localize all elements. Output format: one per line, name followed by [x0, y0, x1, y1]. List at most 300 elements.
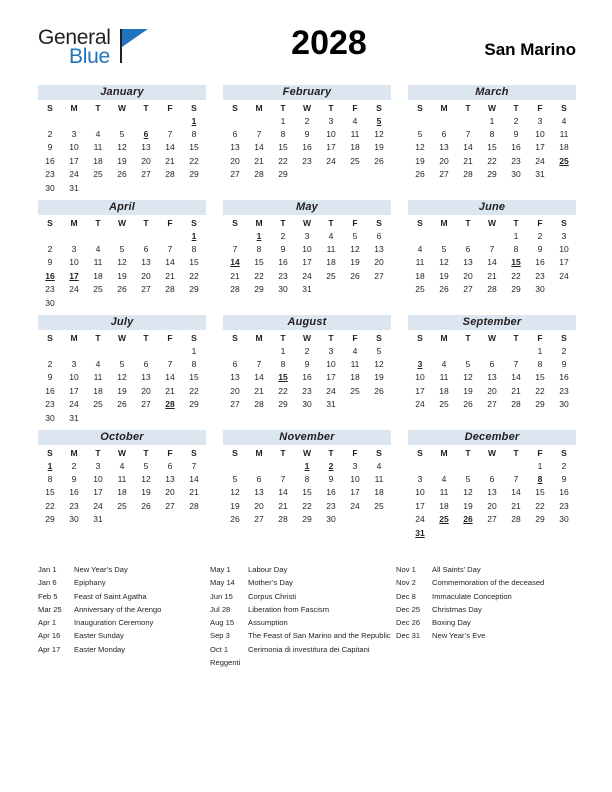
day-cell[interactable]: 30 — [326, 514, 336, 525]
day-cell[interactable]: 30 — [535, 284, 545, 295]
day-cell[interactable]: 19 — [141, 487, 151, 498]
day-cell[interactable]: 24 — [415, 514, 425, 525]
day-cell[interactable]: 26 — [230, 514, 240, 525]
day-cell[interactable]: 2 — [537, 230, 543, 241]
day-cell[interactable]: 17 — [69, 155, 79, 166]
day-cell[interactable]: 30 — [302, 399, 312, 410]
day-cell[interactable]: 18 — [350, 142, 360, 153]
day-cell[interactable]: 26 — [117, 399, 127, 410]
day-cell[interactable]: 30 — [559, 514, 569, 525]
day-cell[interactable]: 24 — [302, 270, 312, 281]
day-cell[interactable]: 20 — [141, 155, 151, 166]
day-cell[interactable]: 14 — [487, 257, 497, 268]
day-cell[interactable]: 6 — [376, 230, 382, 241]
day-cell[interactable]: 23 — [535, 270, 545, 281]
day-cell[interactable]: 10 — [69, 257, 79, 268]
day-cell[interactable]: 15 — [535, 487, 545, 498]
day-cell[interactable]: 22 — [278, 385, 288, 396]
day-cell[interactable]: 24 — [559, 270, 569, 281]
day-cell[interactable]: 16 — [302, 372, 312, 383]
day-cell[interactable]: 17 — [415, 500, 425, 511]
day-cell[interactable]: 5 — [232, 474, 238, 485]
day-cell[interactable]: 10 — [93, 474, 103, 485]
day-cell[interactable]: 25 — [326, 270, 336, 281]
day-cell[interactable]: 19 — [374, 142, 384, 153]
day-cell[interactable]: 19 — [439, 270, 449, 281]
day-cell[interactable]: 14 — [511, 487, 521, 498]
day-cell[interactable]: 11 — [326, 244, 336, 255]
day-cell[interactable]: 15 — [189, 257, 199, 268]
day-cell[interactable]: 5 — [465, 474, 471, 485]
day-cell[interactable]: 17 — [326, 372, 336, 383]
day-cell[interactable]: 7 — [232, 244, 238, 255]
day-cell[interactable]: 27 — [165, 500, 175, 511]
day-cell[interactable]: 23 — [302, 385, 312, 396]
day-cell[interactable]: 8 — [280, 359, 286, 370]
day-cell[interactable]: 16 — [45, 155, 55, 166]
day-cell-holiday[interactable]: 1 — [256, 230, 262, 241]
day-cell[interactable]: 12 — [463, 487, 473, 498]
day-cell[interactable]: 10 — [559, 244, 569, 255]
day-cell[interactable]: 29 — [254, 284, 264, 295]
day-cell[interactable]: 30 — [69, 514, 79, 525]
day-cell[interactable]: 30 — [45, 182, 55, 193]
day-cell[interactable]: 23 — [326, 500, 336, 511]
day-cell-holiday[interactable]: 28 — [165, 399, 175, 410]
day-cell[interactable]: 24 — [69, 169, 79, 180]
day-cell[interactable]: 16 — [302, 142, 312, 153]
day-cell[interactable]: 21 — [463, 155, 473, 166]
day-cell[interactable]: 15 — [45, 487, 55, 498]
day-cell[interactable]: 21 — [165, 155, 175, 166]
day-cell[interactable]: 19 — [415, 155, 425, 166]
day-cell[interactable]: 8 — [256, 244, 262, 255]
day-cell[interactable]: 22 — [302, 500, 312, 511]
day-cell[interactable]: 5 — [441, 244, 447, 255]
day-cell[interactable]: 7 — [167, 359, 173, 370]
day-cell[interactable]: 21 — [230, 270, 240, 281]
day-cell[interactable]: 8 — [304, 474, 310, 485]
day-cell[interactable]: 17 — [93, 487, 103, 498]
day-cell[interactable]: 13 — [439, 142, 449, 153]
day-cell[interactable]: 6 — [489, 474, 495, 485]
day-cell[interactable]: 26 — [415, 169, 425, 180]
day-cell[interactable]: 21 — [511, 385, 521, 396]
day-cell[interactable]: 30 — [45, 412, 55, 423]
day-cell[interactable]: 4 — [352, 345, 358, 356]
day-cell-holiday[interactable]: 3 — [417, 359, 423, 370]
day-cell[interactable]: 19 — [230, 500, 240, 511]
day-cell[interactable]: 22 — [535, 500, 545, 511]
day-cell[interactable]: 12 — [230, 487, 240, 498]
day-cell[interactable]: 27 — [374, 270, 384, 281]
day-cell[interactable]: 17 — [69, 385, 79, 396]
day-cell[interactable]: 2 — [47, 359, 53, 370]
day-cell[interactable]: 7 — [167, 244, 173, 255]
day-cell[interactable]: 16 — [69, 487, 79, 498]
day-cell[interactable]: 25 — [93, 284, 103, 295]
day-cell[interactable]: 29 — [189, 284, 199, 295]
day-cell[interactable]: 30 — [559, 399, 569, 410]
day-cell[interactable]: 11 — [93, 257, 103, 268]
day-cell[interactable]: 2 — [71, 460, 77, 471]
day-cell[interactable]: 15 — [278, 142, 288, 153]
day-cell[interactable]: 31 — [93, 514, 103, 525]
day-cell[interactable]: 12 — [350, 244, 360, 255]
day-cell[interactable]: 15 — [487, 142, 497, 153]
day-cell-holiday[interactable]: 31 — [415, 527, 425, 538]
day-cell[interactable]: 14 — [254, 142, 264, 153]
day-cell[interactable]: 14 — [165, 257, 175, 268]
day-cell[interactable]: 18 — [326, 257, 336, 268]
day-cell[interactable]: 4 — [441, 474, 447, 485]
day-cell[interactable]: 21 — [189, 487, 199, 498]
day-cell[interactable]: 25 — [350, 155, 360, 166]
day-cell[interactable]: 9 — [328, 474, 334, 485]
day-cell[interactable]: 25 — [374, 500, 384, 511]
day-cell[interactable]: 18 — [350, 372, 360, 383]
day-cell[interactable]: 13 — [487, 372, 497, 383]
day-cell[interactable]: 9 — [537, 244, 543, 255]
day-cell[interactable]: 2 — [280, 230, 286, 241]
day-cell[interactable]: 23 — [559, 385, 569, 396]
day-cell[interactable]: 24 — [535, 155, 545, 166]
day-cell[interactable]: 1 — [191, 345, 197, 356]
day-cell[interactable]: 27 — [463, 284, 473, 295]
day-cell[interactable]: 17 — [559, 257, 569, 268]
day-cell[interactable]: 27 — [487, 399, 497, 410]
day-cell-holiday[interactable]: 15 — [511, 257, 521, 268]
day-cell[interactable]: 20 — [141, 385, 151, 396]
day-cell-holiday[interactable]: 26 — [463, 514, 473, 525]
day-cell[interactable]: 28 — [254, 169, 264, 180]
day-cell[interactable]: 24 — [69, 284, 79, 295]
day-cell[interactable]: 23 — [45, 284, 55, 295]
day-cell[interactable]: 22 — [45, 500, 55, 511]
day-cell[interactable]: 6 — [256, 474, 262, 485]
day-cell[interactable]: 5 — [417, 129, 423, 140]
day-cell[interactable]: 4 — [119, 460, 125, 471]
day-cell[interactable]: 12 — [374, 359, 384, 370]
day-cell[interactable]: 7 — [513, 474, 519, 485]
day-cell-holiday[interactable]: 1 — [304, 460, 310, 471]
day-cell[interactable]: 6 — [465, 244, 471, 255]
day-cell-holiday[interactable]: 15 — [278, 372, 288, 383]
day-cell[interactable]: 7 — [280, 474, 286, 485]
day-cell[interactable]: 28 — [254, 399, 264, 410]
day-cell-holiday[interactable]: 1 — [47, 460, 53, 471]
day-cell[interactable]: 27 — [439, 169, 449, 180]
day-cell[interactable]: 21 — [254, 155, 264, 166]
day-cell[interactable]: 6 — [232, 359, 238, 370]
day-cell[interactable]: 26 — [463, 399, 473, 410]
day-cell[interactable]: 20 — [230, 385, 240, 396]
day-cell-holiday[interactable]: 1 — [191, 115, 197, 126]
day-cell[interactable]: 12 — [374, 129, 384, 140]
day-cell[interactable]: 29 — [189, 169, 199, 180]
day-cell[interactable]: 19 — [350, 257, 360, 268]
day-cell[interactable]: 4 — [95, 244, 101, 255]
day-cell[interactable]: 19 — [463, 500, 473, 511]
day-cell[interactable]: 26 — [374, 155, 384, 166]
day-cell[interactable]: 9 — [304, 129, 310, 140]
day-cell[interactable]: 20 — [230, 155, 240, 166]
day-cell[interactable]: 28 — [189, 500, 199, 511]
day-cell[interactable]: 13 — [374, 244, 384, 255]
day-cell[interactable]: 10 — [415, 372, 425, 383]
day-cell[interactable]: 3 — [417, 474, 423, 485]
day-cell[interactable]: 11 — [350, 359, 360, 370]
day-cell[interactable]: 28 — [278, 514, 288, 525]
day-cell[interactable]: 24 — [415, 399, 425, 410]
day-cell-holiday[interactable]: 17 — [69, 270, 79, 281]
day-cell[interactable]: 5 — [143, 460, 149, 471]
day-cell[interactable]: 14 — [278, 487, 288, 498]
day-cell[interactable]: 10 — [69, 142, 79, 153]
day-cell[interactable]: 19 — [463, 385, 473, 396]
day-cell[interactable]: 11 — [117, 474, 127, 485]
day-cell[interactable]: 29 — [511, 284, 521, 295]
day-cell[interactable]: 4 — [561, 115, 567, 126]
day-cell[interactable]: 3 — [71, 359, 77, 370]
day-cell[interactable]: 31 — [326, 399, 336, 410]
day-cell-holiday[interactable]: 14 — [230, 257, 240, 268]
day-cell[interactable]: 10 — [326, 359, 336, 370]
day-cell[interactable]: 29 — [302, 514, 312, 525]
day-cell[interactable]: 3 — [561, 230, 567, 241]
day-cell[interactable]: 26 — [117, 169, 127, 180]
day-cell[interactable]: 5 — [119, 244, 125, 255]
day-cell[interactable]: 27 — [230, 169, 240, 180]
day-cell[interactable]: 23 — [45, 169, 55, 180]
day-cell[interactable]: 29 — [278, 169, 288, 180]
day-cell[interactable]: 13 — [165, 474, 175, 485]
day-cell[interactable]: 29 — [278, 399, 288, 410]
day-cell[interactable]: 4 — [328, 230, 334, 241]
day-cell[interactable]: 27 — [141, 284, 151, 295]
day-cell[interactable]: 16 — [559, 372, 569, 383]
day-cell[interactable]: 16 — [326, 487, 336, 498]
day-cell[interactable]: 13 — [141, 372, 151, 383]
day-cell[interactable]: 28 — [511, 399, 521, 410]
day-cell[interactable]: 11 — [415, 257, 425, 268]
day-cell[interactable]: 6 — [143, 359, 149, 370]
day-cell[interactable]: 18 — [93, 270, 103, 281]
day-cell[interactable]: 10 — [302, 244, 312, 255]
day-cell[interactable]: 25 — [350, 385, 360, 396]
day-cell[interactable]: 7 — [256, 129, 262, 140]
day-cell[interactable]: 18 — [439, 385, 449, 396]
day-cell[interactable]: 3 — [304, 230, 310, 241]
day-cell[interactable]: 3 — [537, 115, 543, 126]
day-cell[interactable]: 20 — [487, 385, 497, 396]
day-cell[interactable]: 8 — [191, 244, 197, 255]
day-cell[interactable]: 10 — [535, 129, 545, 140]
day-cell[interactable]: 23 — [302, 155, 312, 166]
day-cell[interactable]: 22 — [189, 385, 199, 396]
day-cell[interactable]: 18 — [93, 155, 103, 166]
day-cell[interactable]: 2 — [47, 244, 53, 255]
day-cell[interactable]: 3 — [328, 345, 334, 356]
day-cell[interactable]: 3 — [352, 460, 358, 471]
day-cell[interactable]: 12 — [415, 142, 425, 153]
day-cell[interactable]: 22 — [487, 155, 497, 166]
day-cell[interactable]: 19 — [117, 385, 127, 396]
day-cell-holiday[interactable]: 8 — [537, 474, 543, 485]
day-cell[interactable]: 11 — [93, 372, 103, 383]
day-cell[interactable]: 26 — [141, 500, 151, 511]
day-cell[interactable]: 7 — [191, 460, 197, 471]
day-cell[interactable]: 31 — [69, 182, 79, 193]
day-cell[interactable]: 31 — [302, 284, 312, 295]
day-cell[interactable]: 10 — [69, 372, 79, 383]
day-cell-holiday[interactable]: 16 — [45, 270, 55, 281]
day-cell[interactable]: 20 — [463, 270, 473, 281]
day-cell[interactable]: 9 — [561, 359, 567, 370]
day-cell[interactable]: 26 — [374, 385, 384, 396]
day-cell[interactable]: 9 — [47, 372, 53, 383]
day-cell[interactable]: 11 — [439, 372, 449, 383]
day-cell[interactable]: 29 — [535, 514, 545, 525]
day-cell[interactable]: 19 — [117, 270, 127, 281]
day-cell[interactable]: 27 — [254, 514, 264, 525]
day-cell[interactable]: 11 — [93, 142, 103, 153]
day-cell[interactable]: 5 — [119, 129, 125, 140]
day-cell[interactable]: 21 — [487, 270, 497, 281]
day-cell[interactable]: 28 — [463, 169, 473, 180]
day-cell[interactable]: 21 — [511, 500, 521, 511]
day-cell[interactable]: 22 — [278, 155, 288, 166]
day-cell[interactable]: 23 — [511, 155, 521, 166]
day-cell[interactable]: 17 — [302, 257, 312, 268]
day-cell[interactable]: 21 — [165, 270, 175, 281]
day-cell[interactable]: 19 — [117, 155, 127, 166]
day-cell[interactable]: 10 — [326, 129, 336, 140]
day-cell[interactable]: 27 — [230, 399, 240, 410]
day-cell[interactable]: 22 — [535, 385, 545, 396]
day-cell[interactable]: 14 — [254, 372, 264, 383]
day-cell[interactable]: 18 — [374, 487, 384, 498]
day-cell[interactable]: 23 — [45, 399, 55, 410]
day-cell[interactable]: 27 — [487, 514, 497, 525]
day-cell-holiday[interactable]: 25 — [559, 155, 569, 166]
day-cell[interactable]: 30 — [278, 284, 288, 295]
day-cell[interactable]: 22 — [254, 270, 264, 281]
day-cell[interactable]: 17 — [326, 142, 336, 153]
day-cell[interactable]: 8 — [489, 129, 495, 140]
day-cell[interactable]: 25 — [439, 399, 449, 410]
day-cell[interactable]: 26 — [117, 284, 127, 295]
day-cell[interactable]: 3 — [71, 129, 77, 140]
day-cell[interactable]: 6 — [232, 129, 238, 140]
day-cell[interactable]: 9 — [47, 257, 53, 268]
day-cell[interactable]: 21 — [278, 500, 288, 511]
day-cell[interactable]: 6 — [441, 129, 447, 140]
day-cell[interactable]: 4 — [352, 115, 358, 126]
day-cell[interactable]: 4 — [376, 460, 382, 471]
day-cell[interactable]: 12 — [439, 257, 449, 268]
day-cell[interactable]: 2 — [561, 460, 567, 471]
day-cell[interactable]: 17 — [415, 385, 425, 396]
day-cell[interactable]: 1 — [489, 115, 495, 126]
day-cell[interactable]: 2 — [47, 129, 53, 140]
day-cell[interactable]: 16 — [535, 257, 545, 268]
day-cell[interactable]: 9 — [71, 474, 77, 485]
day-cell[interactable]: 11 — [374, 474, 384, 485]
day-cell[interactable]: 1 — [537, 345, 543, 356]
day-cell[interactable]: 15 — [302, 487, 312, 498]
day-cell[interactable]: 9 — [304, 359, 310, 370]
day-cell[interactable]: 22 — [189, 270, 199, 281]
day-cell[interactable]: 7 — [465, 129, 471, 140]
day-cell[interactable]: 7 — [256, 359, 262, 370]
general-blue-logo[interactable] — [38, 26, 188, 72]
day-cell[interactable]: 29 — [189, 399, 199, 410]
day-cell[interactable]: 23 — [278, 270, 288, 281]
day-cell[interactable]: 20 — [254, 500, 264, 511]
day-cell[interactable]: 11 — [559, 129, 569, 140]
day-cell[interactable]: 9 — [280, 244, 286, 255]
day-cell[interactable]: 17 — [350, 487, 360, 498]
day-cell[interactable]: 30 — [45, 297, 55, 308]
day-cell[interactable]: 21 — [254, 385, 264, 396]
day-cell[interactable]: 13 — [463, 257, 473, 268]
day-cell[interactable]: 27 — [141, 399, 151, 410]
day-cell[interactable]: 16 — [511, 142, 521, 153]
day-cell[interactable]: 18 — [559, 142, 569, 153]
day-cell[interactable]: 16 — [278, 257, 288, 268]
day-cell[interactable]: 30 — [511, 169, 521, 180]
day-cell[interactable]: 1 — [513, 230, 519, 241]
day-cell[interactable]: 25 — [117, 500, 127, 511]
day-cell[interactable]: 13 — [141, 257, 151, 268]
day-cell[interactable]: 24 — [350, 500, 360, 511]
day-cell[interactable]: 29 — [487, 169, 497, 180]
day-cell[interactable]: 6 — [489, 359, 495, 370]
day-cell[interactable]: 5 — [465, 359, 471, 370]
day-cell-holiday[interactable]: 2 — [328, 460, 334, 471]
day-cell[interactable]: 8 — [191, 359, 197, 370]
day-cell[interactable]: 26 — [350, 270, 360, 281]
day-cell[interactable]: 11 — [350, 129, 360, 140]
day-cell[interactable]: 24 — [326, 385, 336, 396]
day-cell[interactable]: 14 — [165, 142, 175, 153]
day-cell[interactable]: 17 — [535, 142, 545, 153]
day-cell[interactable]: 12 — [141, 474, 151, 485]
day-cell[interactable]: 1 — [280, 115, 286, 126]
day-cell[interactable]: 10 — [350, 474, 360, 485]
day-cell[interactable]: 8 — [280, 129, 286, 140]
day-cell[interactable]: 2 — [513, 115, 519, 126]
day-cell[interactable]: 2 — [304, 115, 310, 126]
day-cell[interactable]: 28 — [165, 284, 175, 295]
day-cell-holiday[interactable]: 1 — [191, 230, 197, 241]
day-cell[interactable]: 12 — [117, 257, 127, 268]
day-cell[interactable]: 15 — [254, 257, 264, 268]
day-cell[interactable]: 5 — [376, 345, 382, 356]
day-cell[interactable]: 7 — [167, 129, 173, 140]
day-cell[interactable]: 14 — [511, 372, 521, 383]
day-cell-holiday[interactable]: 5 — [376, 115, 382, 126]
day-cell[interactable]: 14 — [463, 142, 473, 153]
day-cell[interactable]: 27 — [141, 169, 151, 180]
day-cell[interactable]: 6 — [143, 244, 149, 255]
day-cell[interactable]: 9 — [513, 129, 519, 140]
day-cell[interactable]: 19 — [374, 372, 384, 383]
day-cell[interactable]: 24 — [326, 155, 336, 166]
day-cell[interactable]: 28 — [511, 514, 521, 525]
day-cell[interactable]: 15 — [189, 142, 199, 153]
